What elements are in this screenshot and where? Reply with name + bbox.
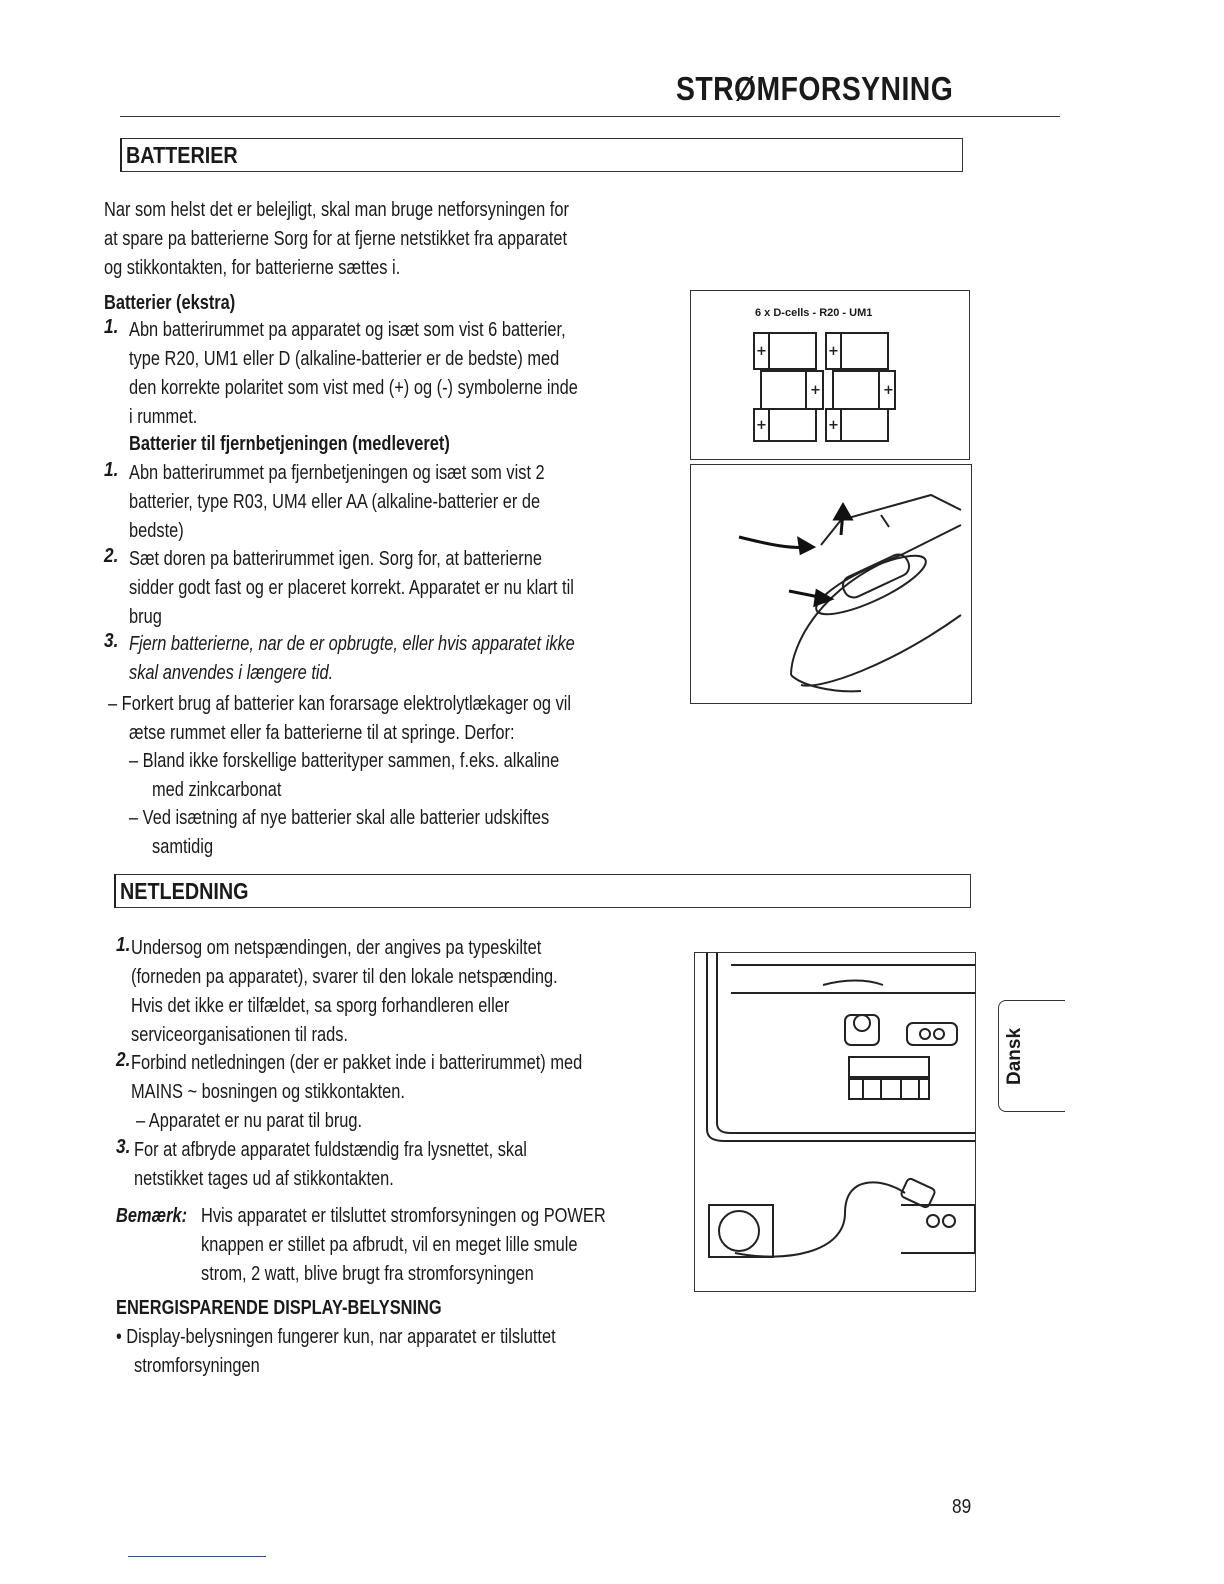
- section-box-batterier: [120, 138, 963, 172]
- list-item-text: Abn batterirummet pa fjernbetjeningen og isæt som vist 2: [129, 462, 545, 484]
- section-heading-batterier: BATTERIER: [126, 142, 238, 168]
- title-rule: [120, 116, 1060, 117]
- warning-line-2: ætse rummet eller fa batterierne til at springe. Derfor:: [129, 722, 515, 744]
- remote-battery-illustration: [691, 465, 971, 703]
- list-item-text: type R20, UM1 eller D (alkaline-batterier er de bedste) med: [129, 348, 560, 370]
- list-number: 1.: [104, 459, 119, 481]
- list-number: 3.: [116, 1136, 131, 1158]
- sub-bullet: samtidig: [152, 836, 214, 858]
- bullet-text: • Display-belysningen fungerer kun, nar apparatet er tilsluttet: [116, 1326, 556, 1348]
- list-item-text: bedste): [129, 520, 184, 542]
- intro-line-3: og stikkontakten, for batterierne sættes i.: [104, 257, 401, 279]
- list-item-text: netstikket tages ud af stikkontakten.: [134, 1168, 394, 1190]
- list-item-text: sidder godt fast og er placeret korrekt. Apparatet er nu klart til: [129, 577, 574, 599]
- figure-remote-batteries: [690, 464, 972, 704]
- note-label: Bemærk:: [116, 1205, 188, 1227]
- list-item-text: brug: [129, 606, 162, 628]
- sub-bullet: – Ved isætning af nye batterier skal alle batterier udskiftes: [129, 807, 550, 829]
- list-number: 3.: [104, 630, 119, 652]
- language-tab: [998, 1000, 1065, 1112]
- sub-bullet: – Bland ikke forskellige batterityper sammen, f.eks. alkaline: [129, 750, 560, 772]
- plus-sign: +: [810, 383, 821, 398]
- list-item-text: Fjern batterierne, nar de er opbrugte, eller hvis apparatet ikke: [129, 633, 575, 655]
- figure-d-cells: [690, 290, 970, 460]
- list-item-text: den korrekte polaritet som vist med (+) og (-) symbolerne inde: [129, 377, 578, 399]
- list-item-text: serviceorganisationen til rads.: [131, 1024, 348, 1046]
- note-text: knappen er stillet pa afbrudt, vil en meget lille smule: [201, 1234, 578, 1256]
- list-item-text: i rummet.: [129, 406, 198, 428]
- language-label: Dansk: [1004, 1027, 1025, 1085]
- list-number: 1.: [104, 316, 119, 338]
- list-item-text: Undersog om netspændingen, der angives pa typeskiltet: [131, 937, 542, 959]
- mains-illustration: [695, 953, 975, 1291]
- list-item-text: Hvis det ikke er tilfældet, sa sporg forhandleren eller: [131, 995, 510, 1017]
- list-number: 2.: [116, 1049, 131, 1071]
- list-item-text: Sæt doren pa batterirummet igen. Sorg for, at batterierne: [129, 548, 542, 570]
- list-item-text: Forbind netledningen (der er pakket inde i batterirummet) med: [131, 1052, 583, 1074]
- note-text: Hvis apparatet er tilsluttet stromforsyningen og POWER: [201, 1205, 606, 1227]
- section-box-netledning: [114, 874, 971, 908]
- warning-line-1: – Forkert brug af batterier kan forarsage elektrolytlækager og vil: [108, 693, 572, 715]
- plus-sign: +: [828, 344, 839, 359]
- intro-line-1: Nar som helst det er belejligt, skal man bruge netforsyningen for: [104, 199, 569, 221]
- footer-rule: [128, 1556, 266, 1557]
- plus-sign: +: [883, 383, 894, 398]
- list-item-text: (forneden pa apparatet), svarer til den lokale netspænding.: [131, 966, 558, 988]
- note-text: strom, 2 watt, blive brugt fra stromforsyningen: [201, 1263, 534, 1285]
- figure-caption: 6 x D-cells - R20 - UM1: [755, 307, 873, 319]
- bullet-text: stromforsyningen: [134, 1355, 260, 1377]
- plus-sign: +: [756, 344, 767, 359]
- figure-mains-connection: [694, 952, 976, 1292]
- list-item-text: skal anvendes i længere tid.: [129, 662, 334, 684]
- list-item-text: Abn batterirummet pa apparatet og isæt som vist 6 batterier,: [129, 319, 566, 341]
- list-number: 2.: [104, 545, 119, 567]
- plus-sign: +: [828, 418, 839, 433]
- list-item-text: For at afbryde apparatet fuldstændig fra lysnettet, skal: [134, 1139, 527, 1161]
- subheading-batterier-ekstra: Batterier (ekstra): [104, 292, 236, 314]
- subheading-energi: ENERGISPARENDE DISPLAY-BELYSNING: [116, 1297, 442, 1319]
- page-number: 89: [952, 1496, 972, 1518]
- section-heading-netledning: NETLEDNING: [120, 878, 249, 904]
- sub-bullet: med zinkcarbonat: [152, 779, 282, 801]
- list-item-text: MAINS ~ bosningen og stikkontakten.: [131, 1081, 405, 1103]
- intro-line-2: at spare pa batterierne Sorg for at fjerne netstikket fra apparatet: [104, 228, 568, 250]
- subheading-fjernbetjening: Batterier til fjernbetjeningen (medleveret): [129, 433, 450, 455]
- list-item-text: batterier, type R03, UM4 eller AA (alkaline-batterier er de: [129, 491, 541, 513]
- list-number: 1.: [116, 934, 131, 956]
- plus-sign: +: [756, 418, 767, 433]
- battery-diagram: [691, 291, 969, 459]
- list-item-text: – Apparatet er nu parat til brug.: [136, 1110, 363, 1132]
- page-title: STRØMFORSYNING: [676, 70, 954, 107]
